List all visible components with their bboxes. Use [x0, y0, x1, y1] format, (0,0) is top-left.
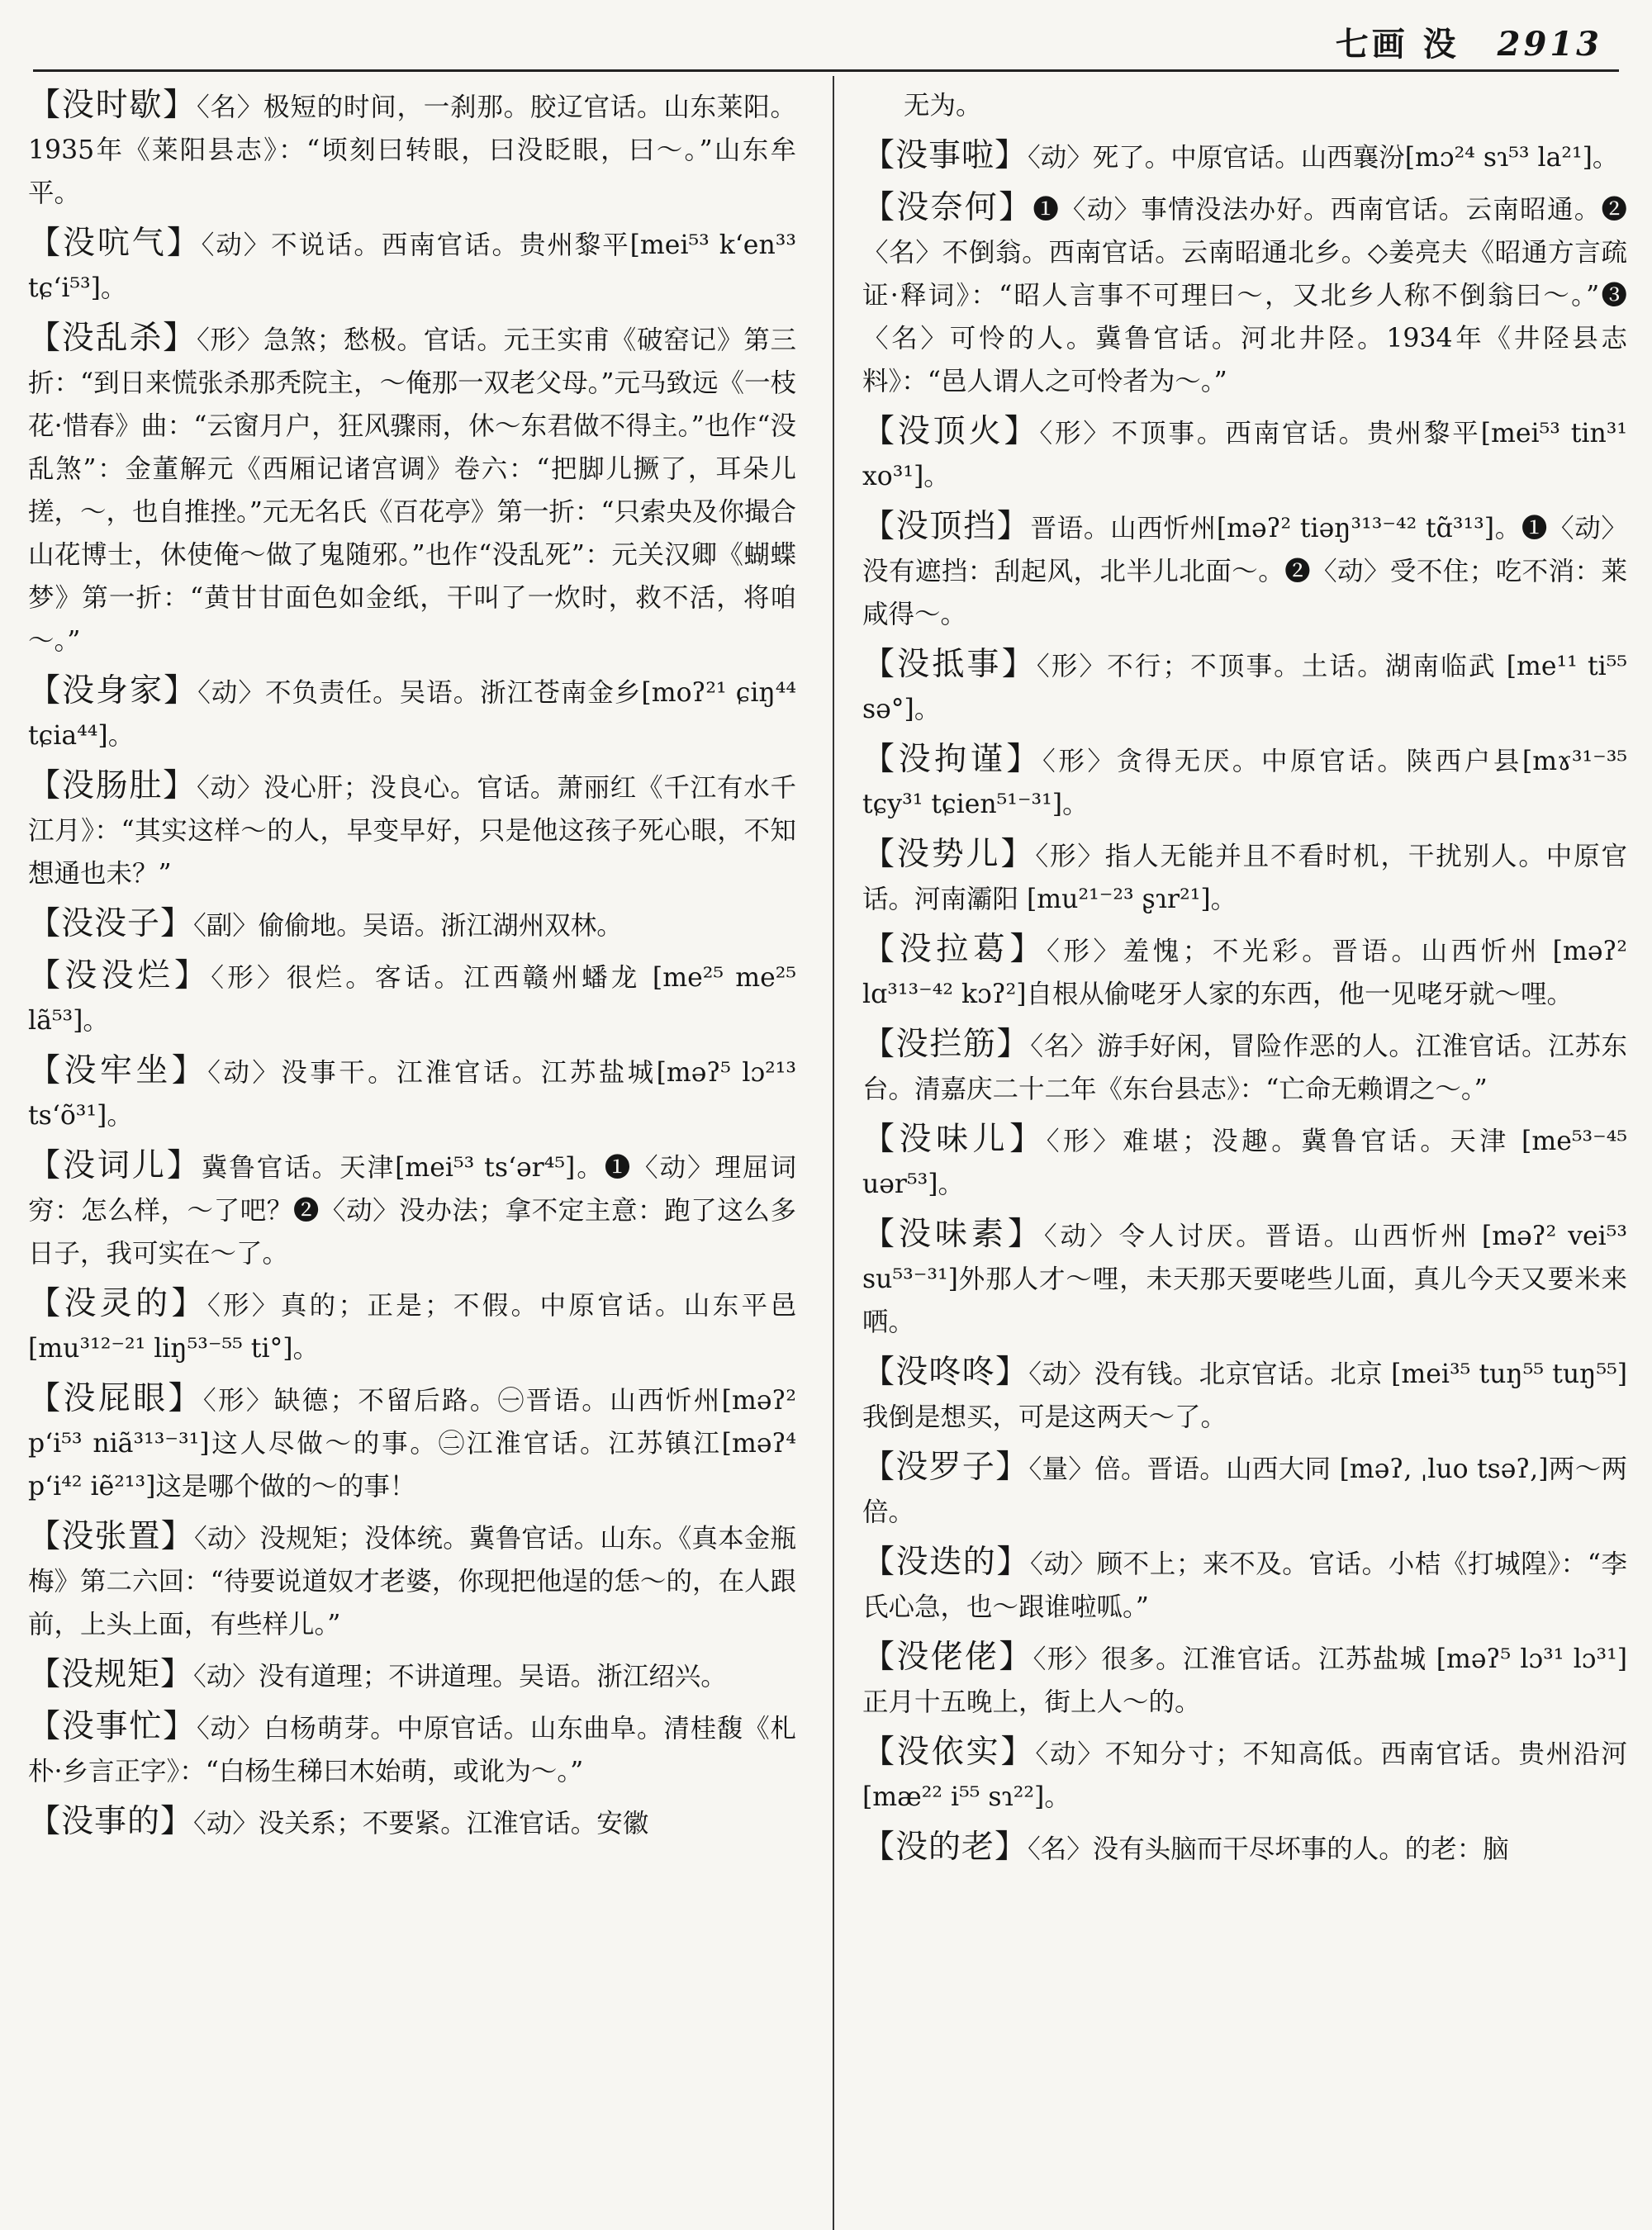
- definition: 〈名〉没有头脑而干尽坏事的人。的老：脑: [1028, 1834, 1509, 1864]
- definition: 〈动〉没规矩；没体统。冀鲁官话。山东。《真本金瓶梅》第二六回：“待要说道奴才老婆，你现把他逞的恁～的，在人跟前，上头上面，有些样儿。”: [28, 1524, 796, 1639]
- definition: 〈形〉急煞；愁极。官话。元王实甫《破窑记》第三折：“到日来慌张杀那秃院主，～俺那一双老父母。”元马致远《一枝花·惜春》曲：“云窗月户，狂风骤雨，休～东君做不得主。”也作“没乱煞”：金董解元《西厢记诸宫调》卷六：“把脚儿撅了，耳朵儿搓，～，也自推挫。”元无名氏《百花亭》第一折：“只索央及你撮合山花博士，休使俺～做了鬼随邪。”也作“没乱死”：元关汉卿《蝴蝶梦》第一折：“黄甘甘面色如金纸，干叫了一炊时，救不活，将咱～。”: [28, 325, 796, 656]
- headword: 【没没烂】: [28, 957, 211, 994]
- entry: [862, 738, 1627, 826]
- headword: 【没时歇】: [28, 87, 197, 124]
- entry-continuation: [904, 84, 1627, 127]
- headword: 【没罗子】: [862, 1449, 1029, 1486]
- entry: [28, 1378, 796, 1508]
- entry: [28, 1801, 796, 1845]
- entry: [28, 1516, 796, 1646]
- entry: [28, 955, 796, 1042]
- left-column: [28, 84, 796, 1853]
- definition: 〈动〉不说话。西南官话。贵州黎平[mei⁵³ k‘en³³ tɕ‘i⁵³]。: [28, 230, 796, 303]
- headword: 【没屁眼】: [28, 1380, 203, 1417]
- headword: 【没抵事】: [862, 646, 1037, 683]
- headword: 【没顶火】: [862, 413, 1040, 450]
- headword: 【没迭的】: [862, 1544, 1031, 1581]
- definition: 〈动〉令人讨厌。晋语。山西忻州 [məʔ² vei⁵³ su⁵³⁻³¹]外那人才～哩，未天那天要咾些儿面，真儿今天又要米来哂。: [862, 1222, 1627, 1337]
- definition: 〈副〉偷偷地。吴语。浙江湖州双林。: [193, 911, 623, 941]
- entry: [28, 84, 796, 215]
- definition: 〈动〉死了。中原官话。山西襄汾[mɔ²⁴ sɿ⁵³ la²¹]。: [1028, 143, 1619, 173]
- entry: [862, 410, 1627, 498]
- headword: 【没味素】: [862, 1216, 1044, 1253]
- entry: [862, 1446, 1627, 1534]
- headword: 【没身家】: [28, 672, 198, 709]
- definition: 〈动〉不知分寸；不知高低。西南官话。贵州沿河[mæ²² i⁵⁵ sɿ²²]。: [862, 1739, 1627, 1812]
- headword: 【没肠肚】: [28, 767, 197, 804]
- headword: 【没咚咚】: [862, 1354, 1029, 1391]
- definition: 晋语。山西忻州[məʔ² tiəŋ³¹³⁻⁴² tɑ̃³¹³]。❶〈动〉没有遮挡：刮起风，北半儿北面～。❷〈动〉受不住；吃不消：莱咸得～。: [862, 514, 1627, 629]
- headword: 【没词儿】: [28, 1147, 202, 1184]
- definition: 〈形〉不行；不顶事。土话。湖南临武 [me¹¹ ti⁵⁵ sə°]。: [862, 652, 1627, 724]
- definition: ❶〈动〉事情没法办好。西南官话。云南昭通。❷〈名〉不倒翁。西南官话。云南昭通北乡。◇姜亮夫《昭通方言疏证·释词》：“昭人言事不可理曰～，又北乡人称不倒翁曰～。”❸〈名〉可怜的人。冀鲁官话。河北井陉。1934年《井陉县志料》：“邑人谓人之可怜者为～。”: [862, 195, 1627, 396]
- headword: 【没味儿】: [862, 1121, 1047, 1158]
- definition: 〈量〉倍。晋语。山西大同 [məʔ, ˌluo tsəʔ,]两～两倍。: [862, 1454, 1627, 1527]
- headword: 【没势儿】: [862, 836, 1036, 873]
- entry: [862, 643, 1627, 731]
- entry: [28, 1654, 796, 1698]
- headword: 【没的老】: [862, 1829, 1028, 1866]
- headword: 【没事的】: [28, 1803, 194, 1840]
- entry: [28, 1283, 796, 1370]
- definition: 〈形〉很烂。客话。江西赣州蟠龙 [me²⁵ me²⁵ lã⁵³]。: [28, 963, 796, 1036]
- entry: [28, 222, 796, 310]
- definition: 冀鲁官话。天津[mei⁵³ ts‘ər⁴⁵]。❶〈动〉理屈词穷：怎么样，～了吧？❷〈动〉没办法；拿不定主意：跑了这么多日子，我可实在～了。: [28, 1153, 796, 1269]
- entry: [28, 1706, 796, 1793]
- entry: [28, 1145, 796, 1275]
- entry: [28, 317, 796, 662]
- entry: [862, 833, 1627, 921]
- right-column: [862, 84, 1627, 1878]
- column-divider: [833, 76, 834, 2230]
- definition: 〈动〉不负责任。吴语。浙江苍南金乡[moʔ²¹ ɕiŋ⁴⁴ tɕia⁴⁴]。: [28, 678, 796, 751]
- headword: 【没牢坐】: [28, 1052, 208, 1089]
- definition: 〈形〉难堪；没趣。冀鲁官话。天津 [me⁵³⁻⁴⁵ uər⁵³]。: [862, 1127, 1627, 1199]
- definition: 〈名〉极短的时间，一刹那。胶辽官话。山东莱阳。1935年《莱阳县志》：“顷刻曰转眼，曰没眨眼，曰～。”山东牟平。: [28, 93, 796, 208]
- definition: 〈形〉很多。江淮官话。江苏盐城 [məʔ⁵ lɔ³¹ lɔ³¹] 正月十五晚上，街上人～的。: [862, 1644, 1627, 1717]
- headword: 【没吭气】: [28, 225, 202, 262]
- entry: [862, 187, 1627, 403]
- definition: 〈动〉顾不上；来不及。官话。小桔《打城隍》：“李氏心急，也～跟谁啦呱。”: [862, 1549, 1627, 1622]
- entry: [862, 1118, 1627, 1206]
- entry: [862, 928, 1627, 1016]
- headword: 【没事忙】: [28, 1708, 197, 1745]
- headword: 【没拦筋】: [862, 1026, 1031, 1063]
- definition: 〈形〉指人无能并且不看时机，干扰别人。中原官话。河南灞阳 [mu²¹⁻²³ ʂɿr²¹]。: [862, 842, 1627, 914]
- entry: [28, 670, 796, 757]
- headword: 【没规矩】: [28, 1656, 194, 1693]
- definition: 〈形〉羞愧；不光彩。晋语。山西忻州 [məʔ² lɑ³¹³⁻⁴² kɔʔ²]自根从偷咾牙人家的东西，他一见咾牙就～哩。: [862, 937, 1627, 1009]
- definition: 〈形〉贪得无厌。中原官话。陕西户县[mɤ³¹⁻³⁵ tɕy³¹ tɕien⁵¹⁻³¹]。: [862, 747, 1627, 819]
- headword: 【没拉葛】: [862, 931, 1047, 968]
- entry: [862, 1826, 1627, 1871]
- definition: 〈动〉白杨萌芽。中原官话。山东曲阜。清桂馥《札朴·乡言正字》：“白杨生稊曰木始萌，或讹为～。”: [28, 1714, 796, 1786]
- definition: 〈形〉不顶事。西南官话。贵州黎平[mei⁵³ tin³¹ xo³¹]。: [862, 419, 1627, 491]
- entry: [28, 903, 796, 947]
- definition: 〈动〉没有钱。北京官话。北京 [mei³⁵ tuŋ⁵⁵ tuŋ⁵⁵] 我倒是想买，可是这两天～了。: [862, 1359, 1627, 1432]
- headword: 【没乱杀】: [28, 320, 197, 357]
- definition: 〈动〉没关系；不要紧。江淮官话。安徽: [193, 1809, 649, 1839]
- entry: [862, 505, 1627, 636]
- entry: [862, 1541, 1627, 1629]
- entry: [862, 1213, 1627, 1344]
- headword: 【没奈何】: [862, 189, 1033, 226]
- headword: 【没灵的】: [28, 1285, 207, 1322]
- definition: 〈动〉没心肝；没良心。官话。萧丽红《千江有水千江月》：“其实这样～的人，早变早好，只是他这孩子死心眼，不知想通也未？”: [28, 773, 796, 889]
- headword: 【没依实】: [862, 1734, 1036, 1771]
- headword: 【没拘谨】: [862, 741, 1042, 778]
- definition: 〈形〉缺德；不留后路。㊀晋语。山西忻州[məʔ² p‘i⁵³ niã³¹³⁻³¹]这人尽做～的事。㊁江淮官话。江苏镇江[məʔ⁴ p‘i⁴² iẽ²¹³]这是哪个做的～的事！: [28, 1386, 796, 1502]
- entry: [862, 1731, 1627, 1819]
- headword: 【没没子】: [28, 905, 194, 942]
- definition: 〈动〉没有道理；不讲道理。吴语。浙江绍兴。: [193, 1662, 727, 1691]
- definition: 〈名〉游手好闲，冒险作恶的人。江淮官话。江苏东台。清嘉庆二十二年《东台县志》：“亡命无赖谓之～。”: [862, 1032, 1627, 1104]
- page-number: 2913: [1497, 25, 1602, 64]
- definition: 无为。: [904, 91, 982, 121]
- running-head: [1336, 18, 1602, 65]
- entry: [28, 1050, 796, 1137]
- definition: 〈动〉没事干。江淮官话。江苏盐城[məʔ⁵ lɔ²¹³ ts‘õ³¹]。: [28, 1058, 796, 1131]
- entry: [862, 1636, 1627, 1724]
- headword: 【没佬佬】: [862, 1639, 1033, 1676]
- definition: 〈形〉真的；正是；不假。中原官话。山东平邑[mu³¹²⁻²¹ liŋ⁵³⁻⁵⁵ ti°]。: [28, 1291, 796, 1364]
- headword: 【没事啦】: [862, 137, 1028, 174]
- entry: [862, 1351, 1627, 1439]
- headword: 【没顶挡】: [862, 508, 1031, 545]
- running-head-title: 七画 没: [1335, 26, 1460, 64]
- header-rule: [33, 69, 1619, 72]
- headword: 【没张置】: [28, 1518, 194, 1555]
- entry: [862, 1023, 1627, 1111]
- entry: [28, 765, 796, 895]
- entry: [862, 135, 1627, 179]
